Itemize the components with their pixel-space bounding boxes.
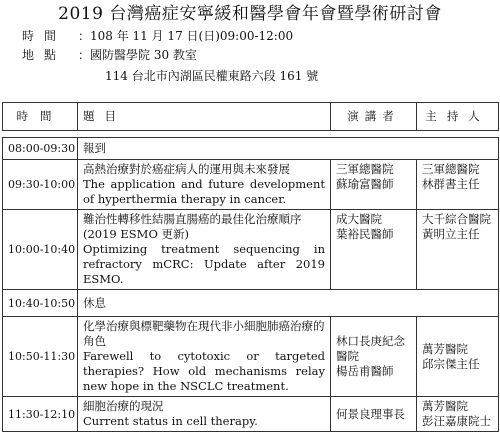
time-label: 時間: [22, 29, 67, 43]
row-host: [417, 210, 499, 290]
topic-en: Farewell to cytotoxic or targeted therapies? How old mechanisms relay new hope in the NSCLC treatment.: [83, 349, 325, 393]
row-topic: [78, 160, 331, 210]
row-speaker: [331, 210, 417, 290]
row-time: 10:00-10:40: [3, 210, 78, 290]
document-title: 2019 台灣癌症安寧緩和醫學會年會暨學術研討會: [58, 4, 442, 24]
agenda-table: [2, 102, 499, 432]
speaker-name: 蘇瑜富醫師: [336, 177, 394, 191]
header-speaker: 演講者: [331, 103, 417, 131]
row-speaker: [331, 397, 417, 432]
header-topic: 題目: [78, 103, 331, 131]
header-host: 主持人: [417, 103, 499, 131]
host-org: 三軍總醫院: [422, 162, 480, 176]
row-topic-zh: 報到: [78, 138, 499, 160]
event-address: 114 台北市內湖區民權東路六段 161 號: [105, 69, 319, 83]
topic-en: Current status in cell therapy.: [83, 414, 258, 428]
event-place: [22, 46, 197, 64]
time-value: 108 年 11 月 17 日(日)09:00-12:00: [90, 29, 294, 43]
topic-zh: 細胞治療的現況: [83, 399, 164, 413]
table-header-row: [3, 103, 499, 131]
row-time: 10:40-10:50: [3, 290, 78, 317]
row-topic: [78, 397, 331, 432]
place-label: 地點: [22, 48, 67, 62]
place-value: 國防醫學院 30 教室: [90, 48, 197, 62]
table-row: [3, 290, 499, 317]
speaker-name: 葉裕民醫師: [336, 227, 394, 241]
table-row: [3, 138, 499, 160]
colon: ：: [78, 29, 91, 43]
table-row: [3, 397, 499, 432]
host-org: 大千綜合醫院: [422, 212, 491, 226]
header-time: 時間: [3, 103, 78, 131]
host-org: 萬芳醫院: [422, 399, 468, 413]
speaker-org: 成大醫院: [336, 212, 382, 226]
table-row: [3, 160, 499, 210]
topic-zh-sub: (2019 ESMO 更新): [83, 227, 190, 241]
spacer-row: [3, 131, 499, 138]
speaker-org: 林口長庚紀念醫院: [336, 334, 405, 363]
speaker-name: 楊岳甫醫師: [336, 364, 394, 378]
host-org: 萬芳醫院: [422, 341, 468, 356]
table-row: [3, 317, 499, 397]
topic-en: The application and future development of hyperthermia therapy in cancer.: [83, 177, 325, 206]
colon: ：: [78, 48, 91, 62]
host-name: 黃明立主任: [422, 227, 480, 241]
row-time: 08:00-09:30: [3, 138, 78, 160]
host-name: 彭汪嘉康院士: [422, 414, 491, 428]
row-topic: [78, 210, 331, 290]
row-host: [417, 160, 499, 210]
speaker-org: 三軍總醫院: [336, 162, 394, 176]
row-topic-zh: 休息: [78, 290, 499, 317]
table-row: [3, 210, 499, 290]
topic-en: Optimizing treatment sequencing in refractory mCRC: Update after 2019 ESMO.: [83, 242, 325, 286]
row-host: [417, 397, 499, 432]
row-time: 10:50-11:30: [3, 317, 78, 397]
topic-zh: 難治性轉移性結腸直腸癌的最佳化治療順序: [83, 212, 302, 226]
topic-zh: 化學治療與標靶藥物在現代非小細胞肺癌治療的角色: [83, 319, 325, 348]
host-name: 林群書主任: [422, 177, 480, 191]
document-header: [0, 0, 500, 96]
event-time: [22, 27, 293, 45]
row-time: 11:30-12:10: [3, 397, 78, 432]
topic-zh: 高熱治療對於癌症病人的運用與未來發展: [83, 162, 290, 176]
row-host: [417, 317, 499, 397]
row-speaker: [331, 317, 417, 397]
speaker-name: 何景良理事長: [336, 406, 405, 421]
row-time: 09:30-10:00: [3, 160, 78, 210]
host-name: 邱宗傑主任: [422, 356, 480, 371]
row-speaker: [331, 160, 417, 210]
row-topic: [78, 317, 331, 397]
